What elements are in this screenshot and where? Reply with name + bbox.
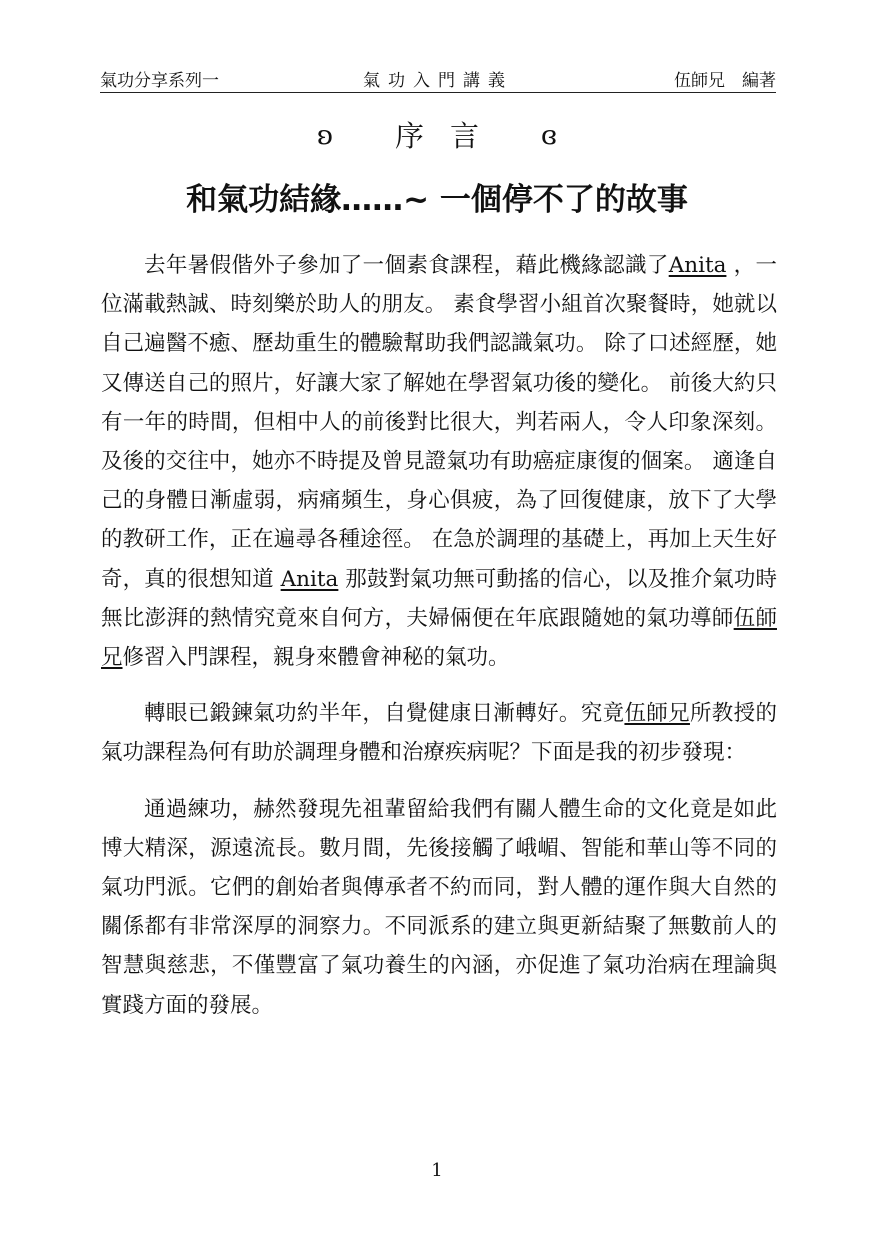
left-ornament-icon: ʚ <box>317 121 333 151</box>
paragraph-2 <box>101 694 777 772</box>
p1-text-3: 那鼓對氣功無可動搖的信心，以及推介氣功時無比澎湃的熱情究竟來自何方，夫婦倆便在年底跟隨她的氣功導師 <box>101 566 777 631</box>
preface-heading <box>0 114 874 156</box>
name-master-wu: 伍師兄 <box>624 701 690 727</box>
p1-text-2: ，一位滿載熱誠、時刻樂於助人的朋友。 素食學習小組首次聚餐時，她就以自己遍醫不癒、歷劫重生的體驗幫助我們認識氣功。 除了口述經歷，她又傳送自己的照片，好讓大家了解她在學習氣功後的變化。 前後大約只有一年的時間，但相中人的前後對比很大，判若兩人，令人印象深刻。 及後的交往中，她亦不時提及曾見證氣功有助癌症康復的個案。 適逢自己的身體日漸虛弱，病痛頻生，身心俱疲，為了回復健康，放下了大學的教研工作，正在遍尋各種途徑。 在急於調理的基礎上，再加上天生好奇，真的很想知道 <box>101 253 777 592</box>
name-master-wu: 伍師兄 <box>101 605 777 671</box>
article-title: 和氣功結緣……~ 一個停不了的故事 <box>186 182 688 218</box>
paragraph-1 <box>101 246 777 677</box>
article-body <box>101 246 777 1042</box>
p3-text-1: 通過練功，赫然發現先祖輩留給我們有關人體生命的文化竟是如此博大精深，源遠流長。數月間，先後接觸了峨嵋、智能和華山等不同的氣功門派。它們的創始者與傳承者不約而同，對人體的運作與大自然的關係都有非常深厚的洞察力。不同派系的建立與更新結聚了無數前人的智慧與慈悲，不僅豐富了氣功養生的內涵，亦促進了氣功治病在理論與實踐方面的發展。 <box>101 796 777 1018</box>
header-title: 氣功入門講義 <box>363 71 513 91</box>
paragraph-3 <box>101 790 777 1025</box>
page-number: 1 <box>431 1160 443 1181</box>
p1-text-1: 去年暑假偕外子參加了一個素食課程，藉此機緣認識了 <box>144 253 669 278</box>
preface-title: 序言 <box>394 119 505 153</box>
right-ornament-icon: ɞ <box>541 121 557 151</box>
header-series: 氣功分享系列一 <box>100 71 219 91</box>
p2-text-1: 轉眼已鍛鍊氣功約半年，自覺健康日漸轉好。究竟 <box>144 701 625 727</box>
p2-text-2: 所教授的氣功課程為何有助於調理身體和治療疾病呢？下面是我的初步發現： <box>101 701 777 766</box>
header-author: 伍師兄 編著 <box>674 71 776 91</box>
page-header <box>100 64 776 93</box>
p1-text-4: 修習入門課程，親身來體會神秘的氣功。 <box>122 645 510 671</box>
name-anita: Anita <box>668 253 727 278</box>
name-anita: Anita <box>280 566 339 592</box>
